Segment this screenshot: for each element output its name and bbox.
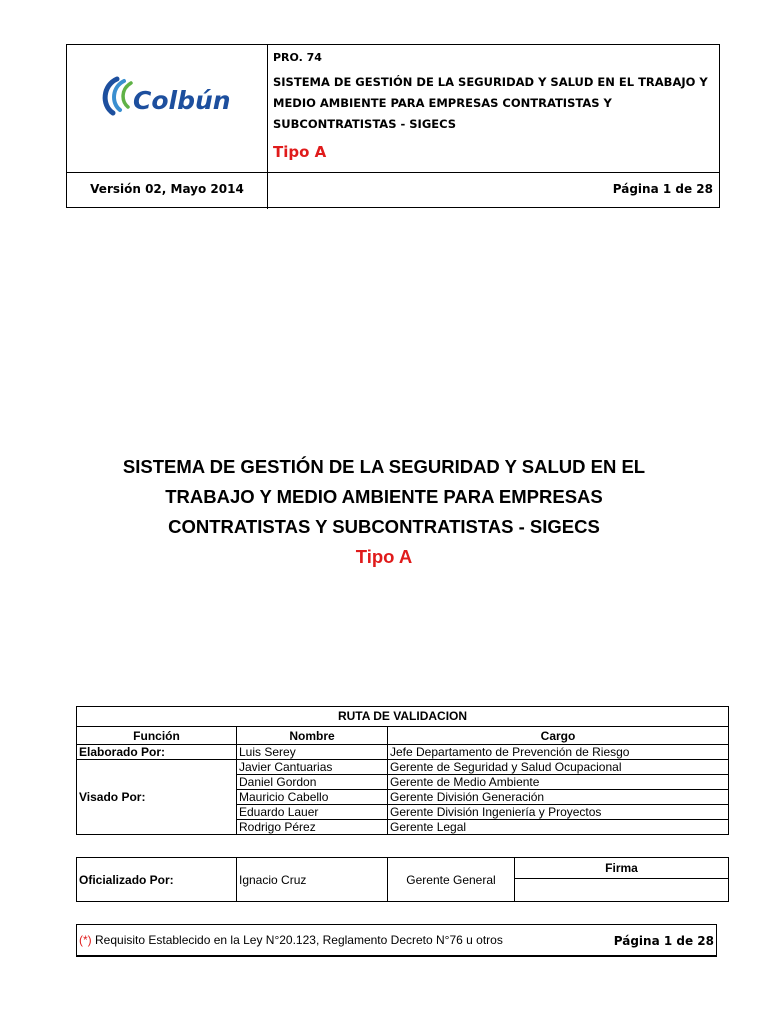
logo-cell [67, 45, 268, 172]
footer-page-number: Página 1 de 28 [613, 934, 714, 948]
visado-nombre: Rodrigo Pérez [237, 820, 388, 835]
oficializado-nombre: Ignacio Cruz [237, 858, 388, 902]
header-page-number: Página 1 de 28 [612, 182, 713, 196]
elaborado-nombre: Luis Serey [237, 745, 388, 760]
header-tipo: Tipo A [273, 143, 327, 161]
elaborado-label: Elaborado Por: [77, 745, 237, 760]
footer-note-text: Requisito Establecido en la Ley N°20.123, Reglamento Decreto N°76 u otros [91, 933, 503, 947]
header-row-version [67, 172, 719, 209]
col-cargo: Cargo [388, 727, 729, 745]
visado-cargo: Gerente Legal [388, 820, 729, 835]
footer-note [79, 933, 503, 947]
visado-cargo: Gerente División Generación [388, 790, 729, 805]
visado-label: Visado Por: [77, 760, 237, 835]
main-tipo: Tipo A [355, 546, 413, 567]
firma-header: Firma [515, 858, 729, 879]
main-title-line1: SISTEMA DE GESTIÓN DE LA SEGURIDAD Y SALUD EN EL [122, 456, 646, 477]
header-title: SISTEMA DE GESTIÓN DE LA SEGURIDAD Y SALUD EN EL TRABAJO Y MEDIO AMBIENTE PARA EMPRESAS CONTRATISTAS Y SUBCONTRATISTAS - SIGECS [273, 75, 708, 131]
visado-nombre: Javier Cantuarias [237, 760, 388, 775]
main-title-line2: TRABAJO Y MEDIO AMBIENTE PARA EMPRESAS [165, 486, 603, 507]
oficializado-label: Oficializado Por: [77, 858, 237, 902]
col-nombre: Nombre [237, 727, 388, 745]
oficializado-cargo: Gerente General [388, 858, 515, 902]
page-footer [76, 924, 717, 957]
footer-star: (*) [79, 933, 92, 947]
validation-title: RUTA DE VALIDACION [77, 707, 729, 727]
table-row [77, 760, 729, 775]
logo-wordmark: Colbún [133, 86, 231, 115]
main-title-line3: CONTRATISTAS Y SUBCONTRATISTAS - SIGECS [168, 516, 600, 537]
table-row [77, 745, 729, 760]
firma-field [515, 879, 729, 902]
oficializado-table [76, 857, 729, 902]
visado-nombre: Eduardo Lauer [237, 805, 388, 820]
col-funcion: Función [77, 727, 237, 745]
document-header [66, 44, 720, 208]
visado-nombre: Daniel Gordon [237, 775, 388, 790]
colbun-logo [97, 67, 247, 127]
visado-cargo: Gerente División Ingeniería y Proyectos [388, 805, 729, 820]
elaborado-cargo: Jefe Departamento de Prevención de Riesgo [388, 745, 729, 760]
header-info [268, 45, 719, 172]
procedure-code: PRO. 74 [273, 51, 322, 64]
visado-nombre: Mauricio Cabello [237, 790, 388, 805]
visado-cargo: Gerente de Seguridad y Salud Ocupacional [388, 760, 729, 775]
main-title [40, 452, 728, 572]
validation-table [76, 706, 729, 835]
version-label: Versión 02, Mayo 2014 [67, 173, 268, 209]
visado-cargo: Gerente de Medio Ambiente [388, 775, 729, 790]
